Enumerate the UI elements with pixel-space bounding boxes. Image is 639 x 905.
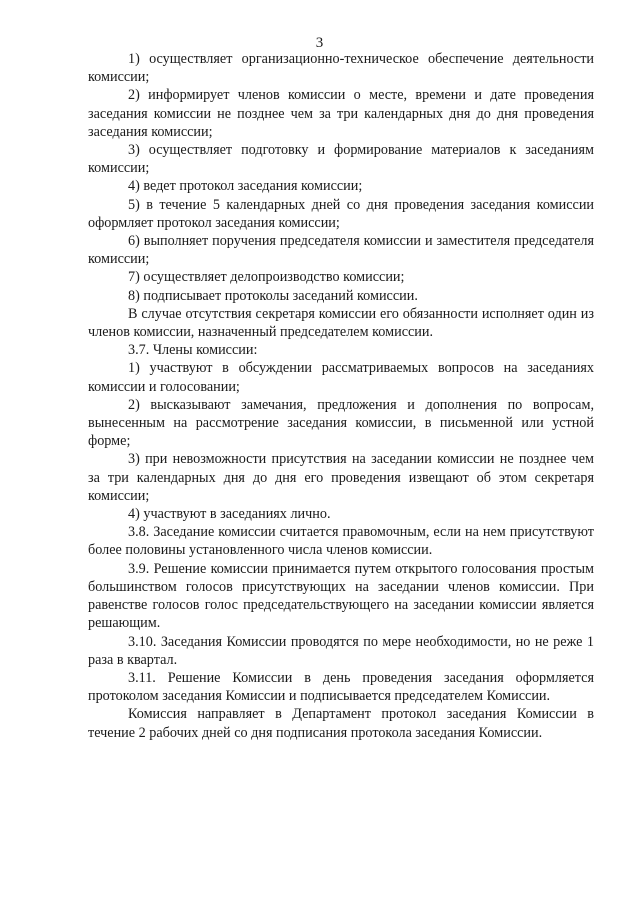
- paragraph: 1) участвуют в обсуждении рассматриваемых вопросов на заседаниях комиссии и голосовании;: [88, 360, 594, 395]
- paragraph: 4) участвуют в заседаниях лично.: [128, 506, 331, 523]
- paragraph: Комиссия направляет в Департамент протокол заседания Комиссии в течение 2 рабочих дней со дня подписания протокола заседания Комиссии.: [88, 706, 594, 741]
- paragraph: 6) выполняет поручения председателя комиссии и заместителя председателя комиссии;: [88, 233, 594, 268]
- paragraph: 2) информирует членов комиссии о месте, времени и дате проведения заседания комиссии не позднее чем за три календарных дня до дня проведения заседания комиссии;: [88, 87, 594, 140]
- paragraph: 3.11. Решение Комиссии в день проведения заседания оформляется протоколом заседания Комиссии и подписывается председателем Комиссии.: [88, 669, 594, 705]
- paragraph: 4) ведет протокол заседания комиссии;: [128, 178, 363, 195]
- paragraph: 1) осуществляет организационно-техническое обеспечение деятельности комиссии;: [88, 51, 594, 86]
- paragraph: 3) при невозможности присутствия на заседании комиссии не позднее чем за три календарных дня до дня его проведения извещают об этом секретаря комиссии;: [88, 451, 594, 504]
- paragraph: 3.10. Заседания Комиссии проводятся по мере необходимости, но не реже 1 раза в квартал.: [88, 633, 594, 668]
- page-number: 3: [315, 35, 324, 51]
- paragraph: 3) осуществляет подготовку и формирование материалов к заседаниям комиссии;: [88, 142, 594, 177]
- paragraph: 5) в течение 5 календарных дней со дня проведения заседания комиссии оформляет протокол заседания комиссии;: [88, 196, 594, 231]
- section-heading: 3.7. Члены комиссии:: [128, 342, 258, 359]
- paragraph: 7) осуществляет делопроизводство комиссии;: [128, 269, 405, 286]
- paragraph: 2) высказывают замечания, предложения и дополнения по вопросам, вынесенным на рассмотрение заседания комиссии, в письменной или устной форме;: [88, 396, 594, 450]
- document-body: [88, 50, 594, 742]
- paragraph: 8) подписывает протоколы заседаний комиссии.: [128, 287, 418, 304]
- paragraph: 3.8. Заседание комиссии считается правомочным, если на нем присутствуют более половины установленного числа членов комиссии.: [88, 524, 594, 559]
- paragraph: В случае отсутствия секретаря комиссии его обязанности исполняет один из членов комиссии, назначенный председателем комиссии.: [88, 305, 594, 341]
- paragraph: 3.9. Решение комиссии принимается путем открытого голосования простым большинством голосов присутствующих на заседании членов комиссии. При равенстве голосов голос председательствующего на заседании комиссии является решающим.: [88, 560, 594, 632]
